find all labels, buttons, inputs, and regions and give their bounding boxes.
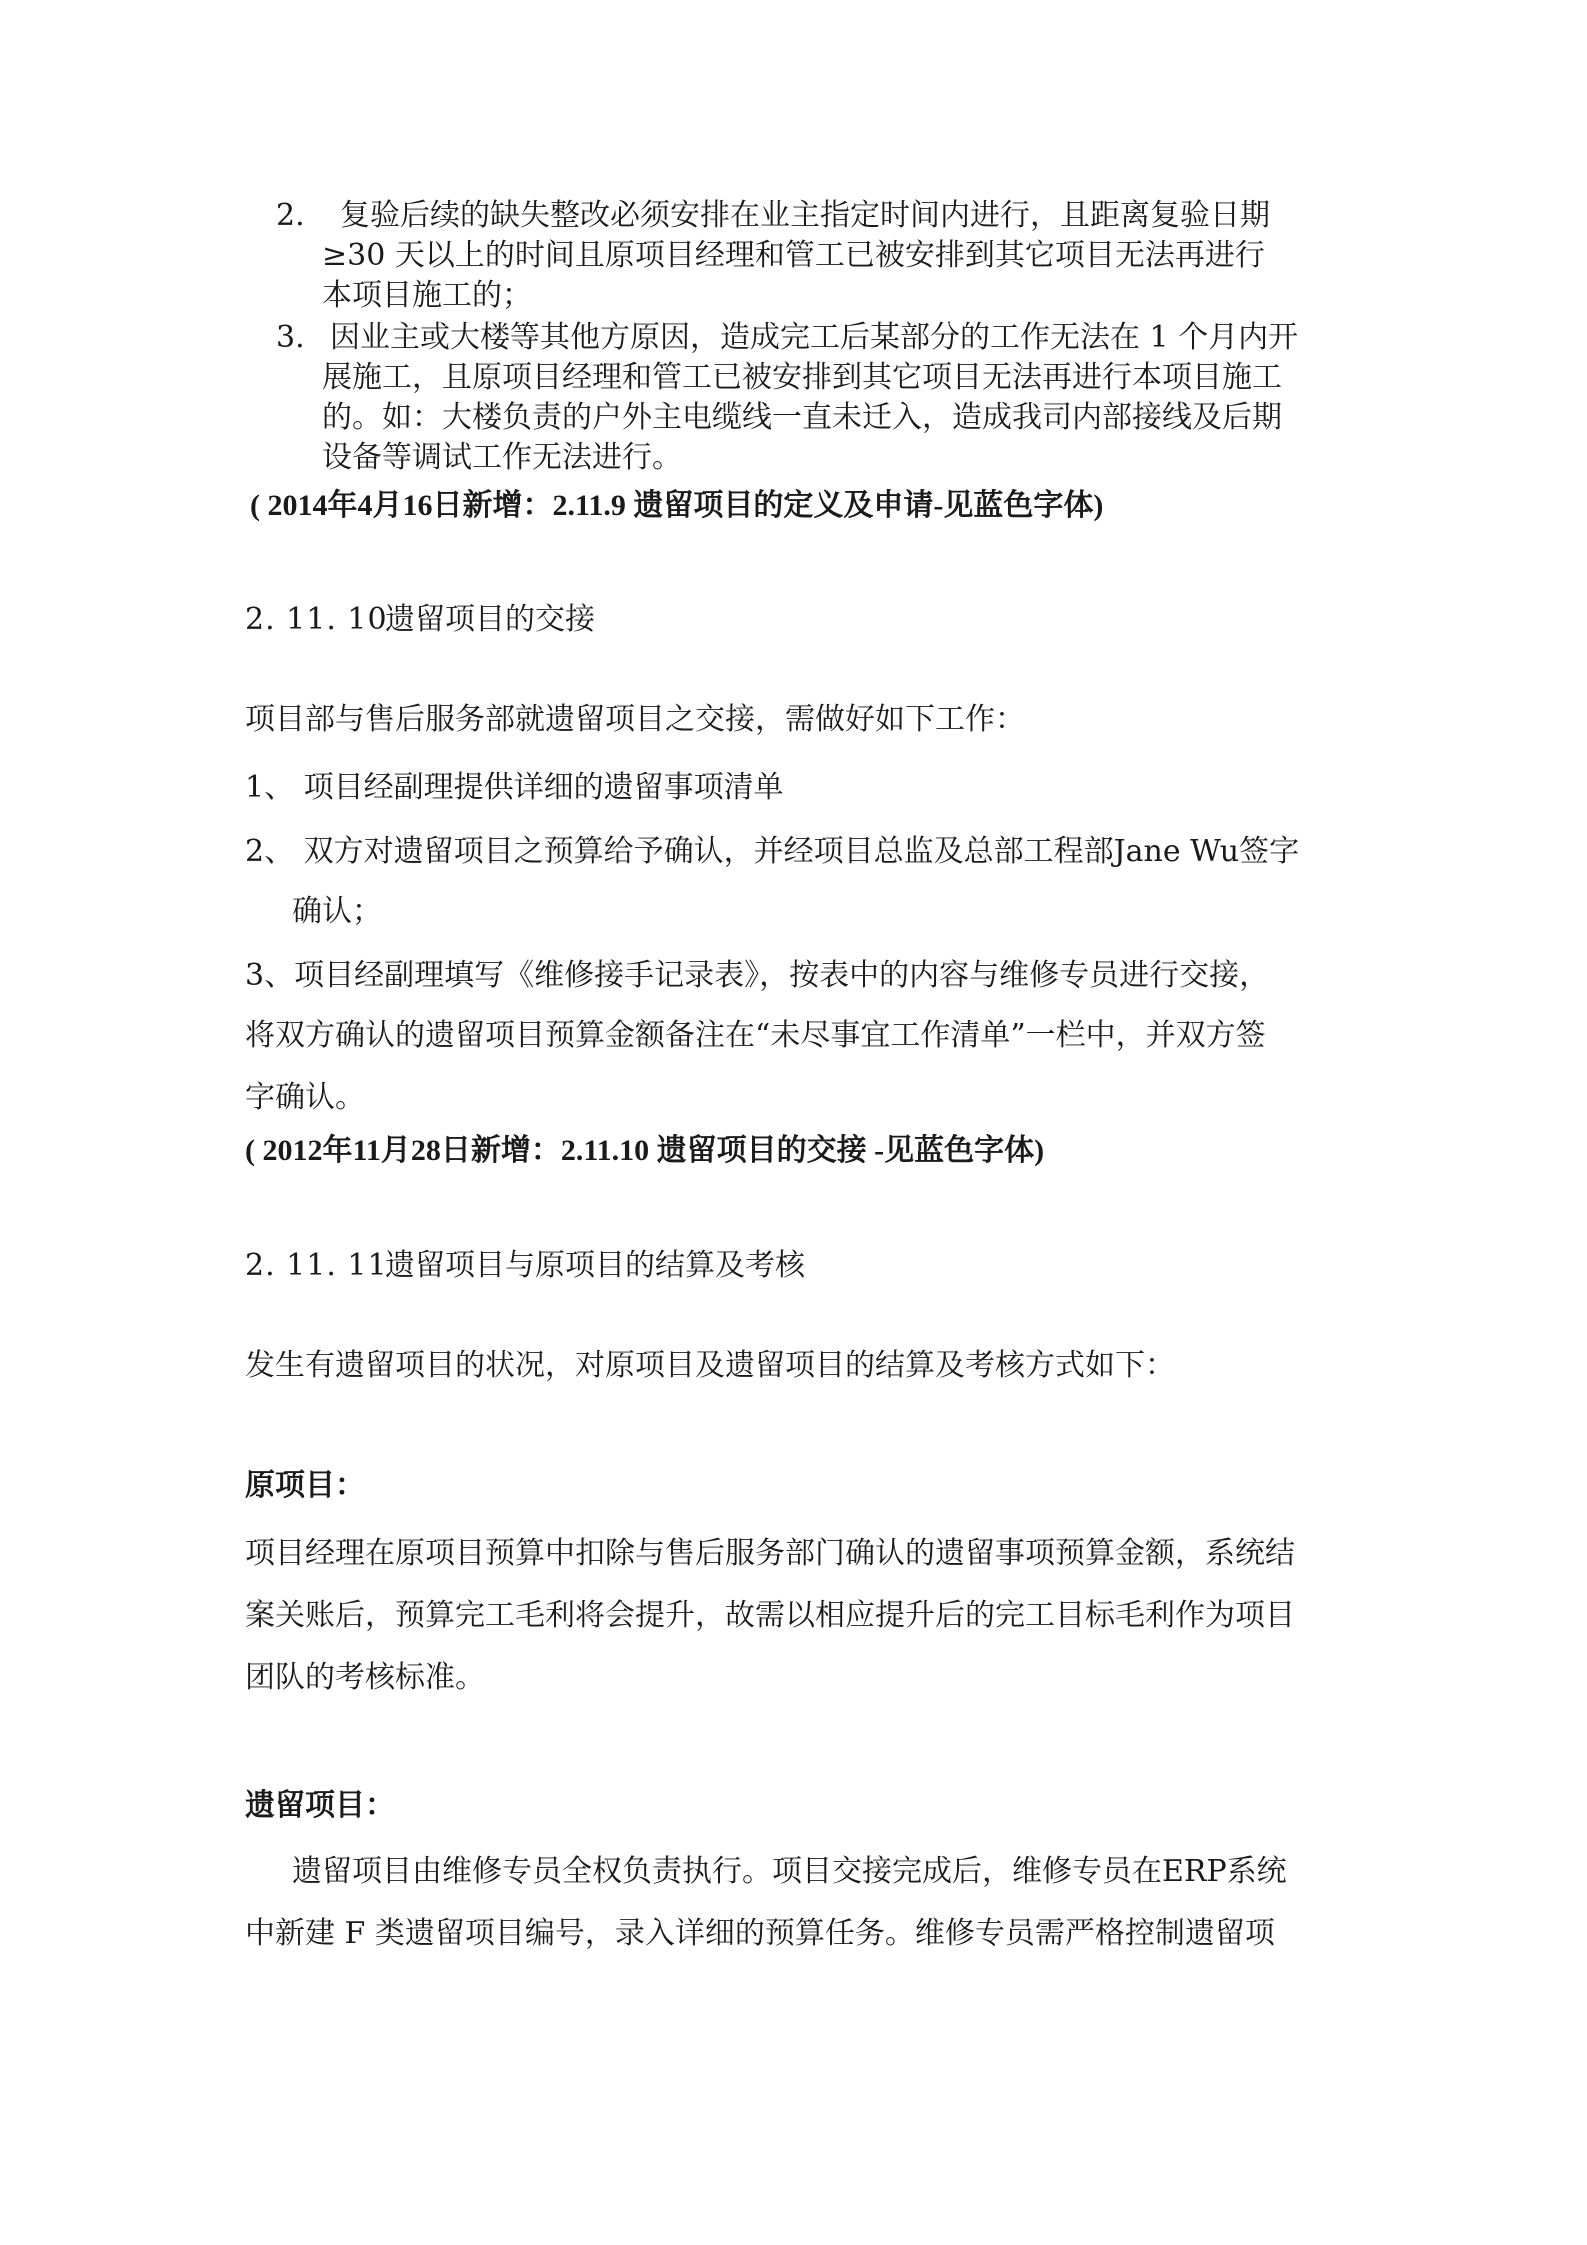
paragraph-line: 3、项目经副理填写《维修接手记录表》，按表中的内容与维修专员进行交接， [245,958,1270,993]
list-item: 2、 双方对遗留项目之预算给予确认，并经项目总监及总部工程部Jane Wu签字 [245,834,1300,869]
paragraph-line: 字确认。 [245,1080,365,1115]
section-number: 2. 11. 11 [245,1248,388,1283]
revision-note: ( 2014年4月16日新增：2.11.9 遗留项目的定义及申请-见蓝色字体) [250,489,1104,522]
list-item: 1、 项目经副理提供详细的遗留事项清单 [245,770,784,805]
section-title: 遗留项目与原项目的结算及考核 [385,1248,805,1283]
list-item-line: 因业主或大楼等其他方原因，造成完工后某部分的工作无法在 1 个月内开 [330,320,1299,355]
list-item-continuation: 确认； [292,894,382,929]
list-item-line: 设备等调试工作无法进行。 [322,440,682,475]
list-item-number: 3. [276,320,305,355]
paragraph: 发生有遗留项目的状况，对原项目及遗留项目的结算及考核方式如下： [245,1348,1175,1383]
paragraph-line: 团队的考核标准。 [245,1660,485,1695]
section-heading [245,600,595,640]
paragraph-line: 将双方确认的遗留项目预算金额备注在“未尽事宜工作清单”一栏中，并双方签 [245,1018,1266,1053]
list-item-line: 的。如：大楼负责的户外主电缆线一直未迁入，造成我司内部接线及后期 [322,400,1282,435]
list-item-line: 复验后续的缺失整改必须安排在业主指定时间内进行，且距离复验日期 [340,198,1270,233]
paragraph: 项目部与售后服务部就遗留项目之交接，需做好如下工作： [245,702,1025,737]
paragraph-line: 项目经理在原项目预算中扣除与售后服务部门确认的遗留事项预算金额，系统结 [245,1536,1295,1571]
paragraph-line: 遗留项目由维修专员全权负责执行。项目交接完成后，维修专员在ERP系统 [292,1854,1287,1889]
paragraph-line: 案关账后，预算完工毛利将会提升，故需以相应提升后的完工目标毛利作为项目 [245,1598,1295,1633]
list-item-line: 本项目施工的； [322,278,532,313]
section-heading [245,1246,805,1286]
section-number: 2. 11. 10 [245,602,388,637]
subsection-label: 遗留项目： [245,1788,395,1823]
revision-note: ( 2012年11月28日新增：2.11.10 遗留项目的交接 -见蓝色字体) [245,1134,1045,1167]
paragraph-line: 中新建 F 类遗留项目编号，录入详细的预算任务。维修专员需严格控制遗留项 [245,1916,1275,1951]
list-item-line: ≥30 天以上的时间且原项目经理和管工已被安排到其它项目无法再进行 [322,238,1265,273]
section-title: 遗留项目的交接 [385,602,595,637]
list-item-number: 2. [276,198,305,233]
list-item-line: 展施工，且原项目经理和管工已被安排到其它项目无法再进行本项目施工 [322,360,1282,395]
subsection-label: 原项目： [245,1468,365,1503]
